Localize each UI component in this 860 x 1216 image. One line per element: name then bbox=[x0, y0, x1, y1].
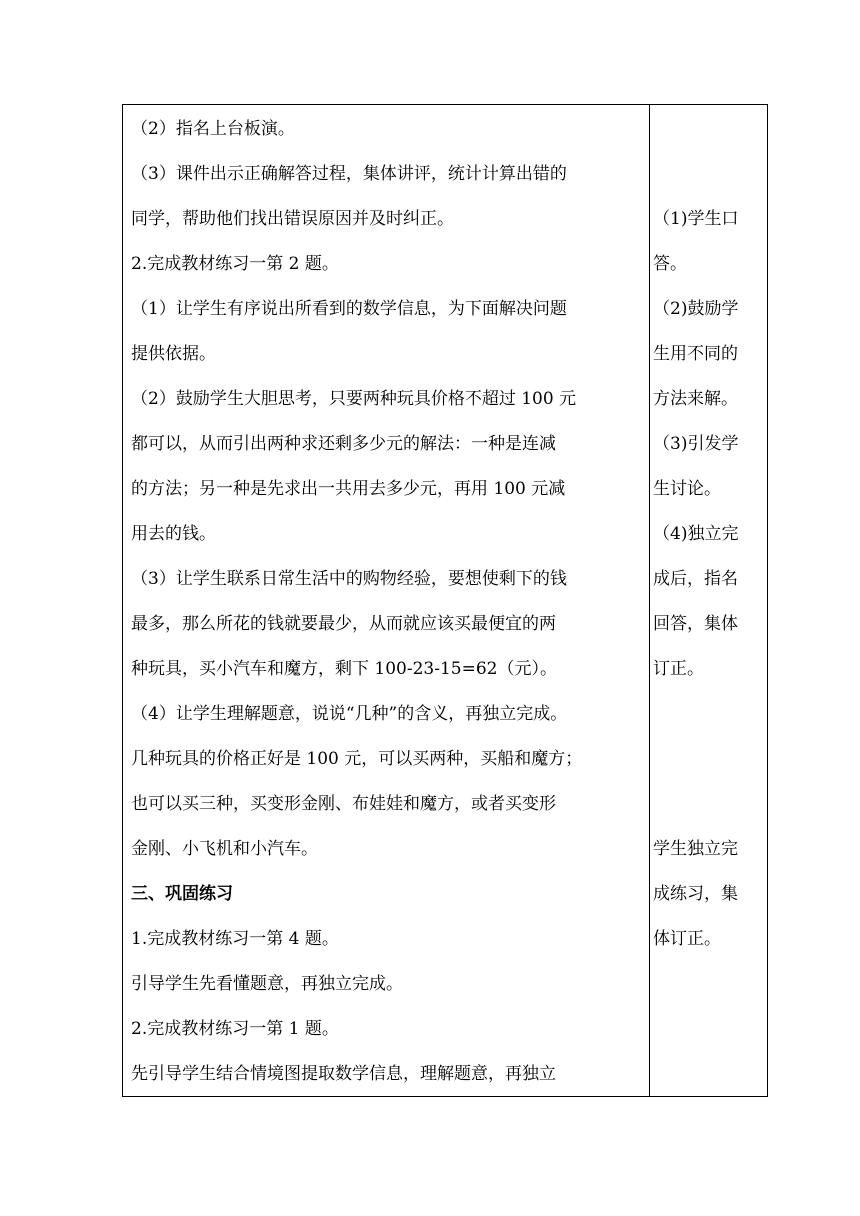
process-line: 1.完成教材练习一第 4 题。 bbox=[131, 929, 339, 949]
activity-line: 回答，集体 bbox=[653, 614, 738, 634]
activity-line: 订正。 bbox=[653, 659, 704, 679]
activity-line: 生用不同的 bbox=[653, 344, 738, 364]
process-line: 提供依据。 bbox=[131, 344, 216, 364]
activity-line: （3)引发学 bbox=[653, 434, 739, 454]
process-line: 引导学生先看懂题意，再独立完成。 bbox=[131, 974, 403, 994]
process-line: 也可以买三种，买变形金刚、布娃娃和魔方，或者买变形 bbox=[131, 794, 556, 814]
process-line: 金刚、小飞机和小汽车。 bbox=[131, 839, 318, 859]
activity-line: 成后，指名 bbox=[653, 569, 738, 589]
activity-line: （2)鼓励学 bbox=[653, 299, 739, 319]
process-line: 2.完成教材练习一第 2 题。 bbox=[131, 254, 339, 274]
lesson-plan-table bbox=[122, 104, 768, 1097]
activity-line: 答。 bbox=[653, 254, 687, 274]
process-line: 都可以，从而引出两种求还剩多少元的解法：一种是连减 bbox=[131, 434, 556, 454]
activity-line: 方法来解。 bbox=[653, 389, 738, 409]
process-line: 2.完成教材练习一第 1 题。 bbox=[131, 1019, 339, 1039]
activity-line: 生讨论。 bbox=[653, 479, 721, 499]
process-line: （3）课件出示正确解答过程，集体讲评，统计计算出错的 bbox=[131, 164, 567, 184]
process-line: （4）让学生理解题意，说说“几种”的含义，再独立完成。 bbox=[131, 704, 568, 724]
process-line: （1）让学生有序说出所看到的数学信息，为下面解决问题 bbox=[131, 299, 567, 319]
section-heading: 三、巩固练习 bbox=[131, 884, 233, 904]
activity-line: （1)学生口 bbox=[653, 209, 739, 229]
process-line: 种玩具，买小汽车和魔方，剩下 100-23-15=62（元）。 bbox=[131, 659, 557, 679]
activity-line: 学生独立完 bbox=[653, 839, 738, 859]
process-line: （3）让学生联系日常生活中的购物经验，要想使剩下的钱 bbox=[131, 569, 567, 589]
process-line: 用去的钱。 bbox=[131, 524, 216, 544]
process-line: 的方法；另一种是先求出一共用去多少元，再用 100 元减 bbox=[131, 479, 566, 499]
process-line: 同学，帮助他们找出错误原因并及时纠正。 bbox=[131, 209, 454, 229]
activity-line: （4)独立完 bbox=[653, 524, 739, 544]
process-line: 先引导学生结合情境图提取数学信息，理解题意，再独立 bbox=[131, 1064, 556, 1084]
column-divider bbox=[649, 105, 650, 1096]
process-line: 几种玩具的价格正好是 100 元，可以买两种，买船和魔方； bbox=[131, 749, 583, 769]
process-line: （2）指名上台板演。 bbox=[131, 119, 295, 139]
process-line: 最多，那么所花的钱就要最少，从而就应该买最便宜的两 bbox=[131, 614, 556, 634]
activity-line: 体订正。 bbox=[653, 929, 721, 949]
activity-line: 成练习，集 bbox=[653, 884, 738, 904]
process-line: （2）鼓励学生大胆思考，只要两种玩具价格不超过 100 元 bbox=[131, 389, 577, 409]
